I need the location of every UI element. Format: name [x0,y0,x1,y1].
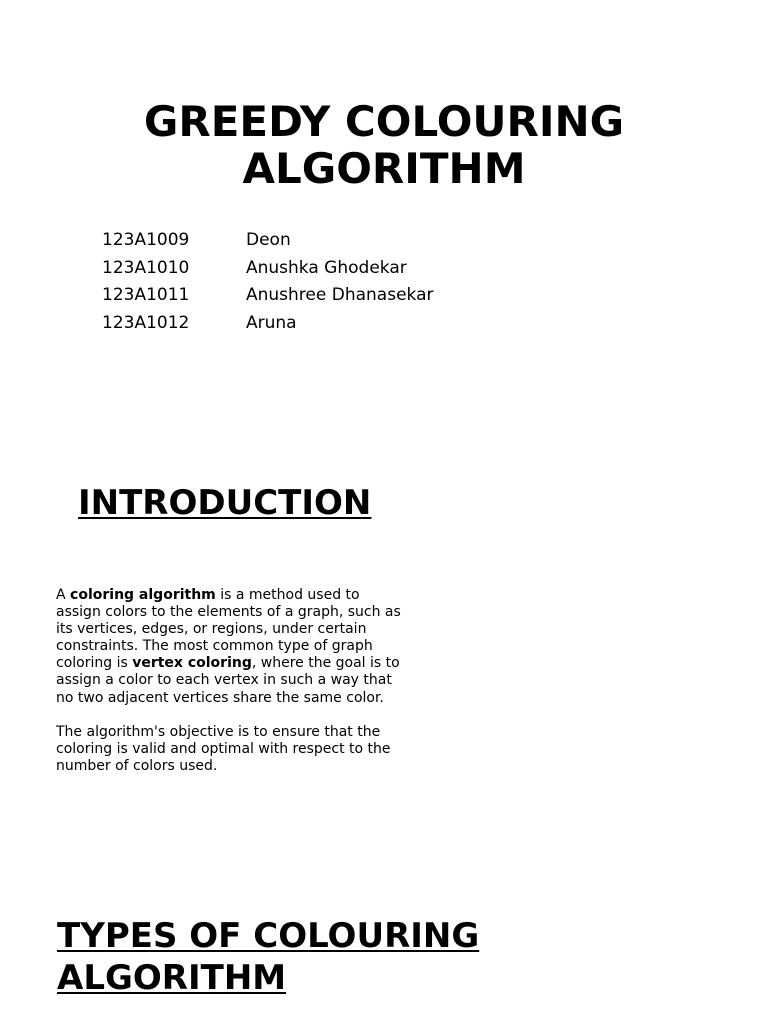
member-id: 123A1011 [102,285,190,305]
member-row [102,282,434,310]
types-heading [57,915,479,999]
introduction-paragraph-2: The algorithm's objective is to ensure that the coloring is valid and optimal with respect to the number of colors used. [56,723,391,774]
introduction-body [56,587,406,775]
member-id: 123A1010 [102,257,190,278]
member-list [102,227,434,337]
introduction-paragraph-1 [56,587,406,707]
title-line-1: GREEDY COLOURING [143,97,625,146]
types-heading-line-2: ALGORITHM [57,958,287,998]
document-title [0,98,768,192]
member-name: Deon [246,230,291,250]
member-id: 123A1009 [102,230,190,250]
title-line-2: ALGORITHM [242,144,526,193]
types-heading-line-1: TYPES OF COLOURING [57,916,480,956]
intro-text-fragment: , where the goal is to assign a color to each vertex in such a way that no two adjacent vertices share the same color. [56,655,400,706]
member-row [102,227,434,255]
intro-text-fragment: is a method used to assign colors to the elements of a graph, such as its vertices, edges, or regions, under certain constraints. The most common type of graph coloring is [56,587,401,672]
member-name: Anushree Dhanasekar [246,285,434,305]
intro-text-fragment: A [56,587,71,603]
member-row [102,255,434,283]
introduction-heading: INTRODUCTION [78,483,372,523]
member-id: 123A1012 [102,312,190,333]
intro-bold-term-coloring-algorithm: coloring algorithm [70,587,216,603]
member-row [102,310,434,338]
member-name: Anushka Ghodekar [246,257,407,278]
member-name: Aruna [246,312,297,333]
intro-bold-term-vertex-coloring: vertex coloring [132,655,252,672]
